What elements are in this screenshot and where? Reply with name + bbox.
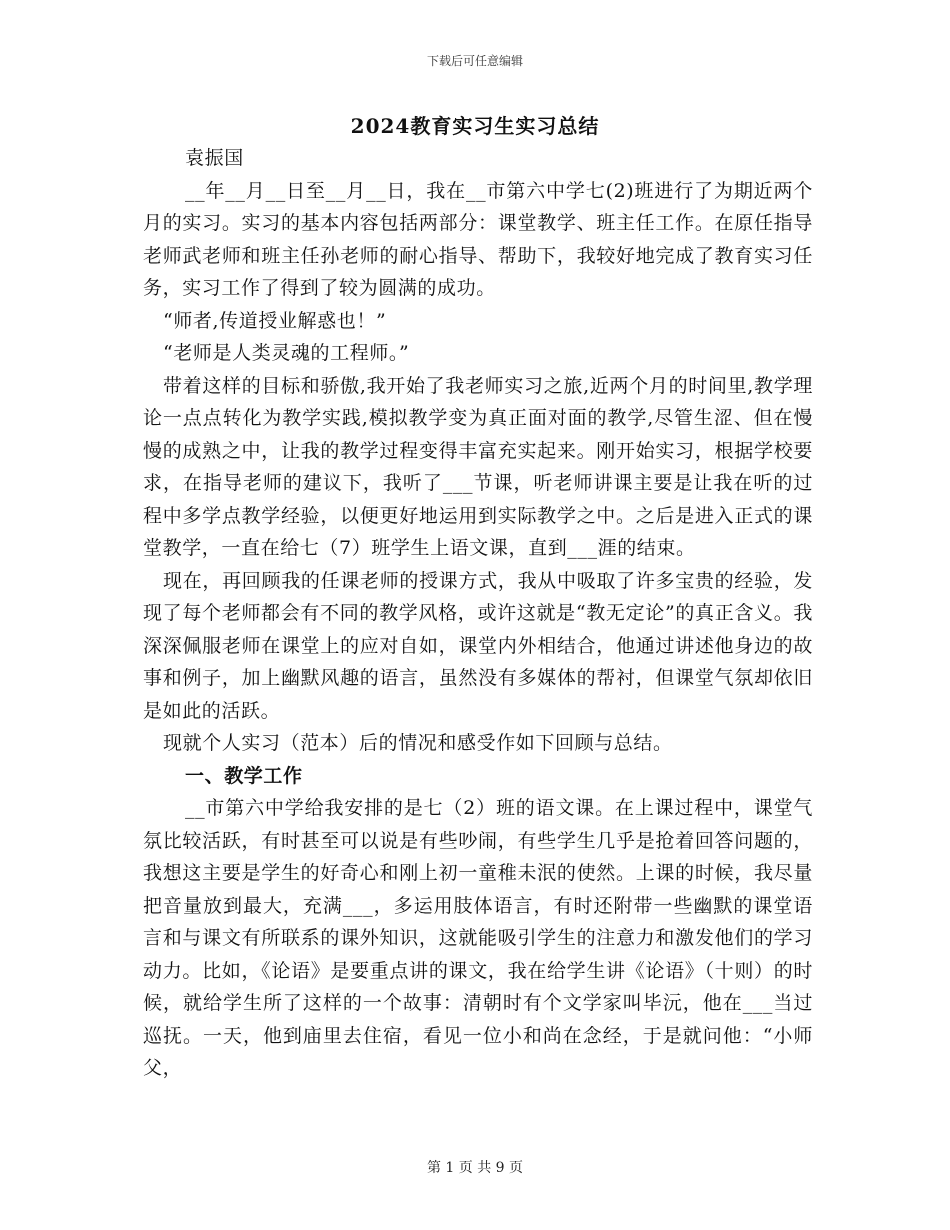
paragraph-review: 现在，再回顾我的任课老师的授课方式，我从中吸取了许多宝贵的经验，发现了每个老师都会有不同的教学风格，或许这就是“教无定论”的真正含义。我深深佩服老师在课堂上的应对自如，课堂内外相结合，他通过讲述他身边的故事和例子，加上幽默风趣的语言，虽然没有多媒体的帮衬，但课堂气氛却依旧是如此的活跃。	[143, 569, 813, 722]
page-footer: 第 1 页 共 9 页	[426, 1160, 524, 1176]
paragraph-journey: 带着这样的目标和骄傲,我开始了我老师实习之旅,近两个月的时间里,教学理论一点点转化为教学实践,模拟教学变为真正面对面的教学,尽管生涩、但在慢慢的成熟之中，让我的教学过程变得丰富充实起来。刚开始实习，根据学校要求，在指导老师的建议下，我听了___节课，听老师讲课主要是让我在听的过程中多学点教学经验，以便更好地运用到实际教学之中。之后是进入正式的课堂教学，一直在给七（7）班学生上语文课，直到___涯的结束。	[143, 374, 813, 559]
paragraph-intro: __年__月__日至__月__日，我在__市第六中学七(2)班进行了为期近两个月的实习。实习的基本内容包括两部分：课堂教学、班主任工作。在原任指导老师武老师和班主任孙老师的耐心指导、帮助下，我较好地完成了教育实习任务，实习工作了得到了较为圆满的成功。	[143, 179, 813, 299]
document-body	[143, 142, 813, 1085]
document-title: 2024教育实习生实习总结	[350, 114, 600, 138]
paragraph-teaching: __市第六中学给我安排的是七（2）班的语文课。在上课过程中，课堂气氛比较活跃，有时甚至可以说是有些吵闹，有些学生几乎是抢着回答问题的，我想这主要是学生的好奇心和刚上初一童稚未泯的使然。上课的时候，我尽量把音量放到最大，充满___，多运用肢体语言，有时还附带一些幽默的课堂语言和与课文有所联系的课外知识，这就能吸引学生的注意力和激发他们的学习动力。比如，《论语》是要重点讲的课文，我在给学生讲《论语》（十则）的时候，就给学生所了这样的一个故事：清朝时有个文学家叫毕沅，他在___当过巡抚。一天，他到庙里去住宿，看见一位小和尚在念经，于是就问他：“小师父，	[143, 797, 813, 1079]
quote-1: “师者,传道授业解惑也！”	[163, 309, 387, 332]
page-header-note: 下载后可任意编辑	[426, 54, 523, 68]
quote-2: “老师是人类灵魂的工程师。”	[163, 342, 410, 364]
section-heading-teaching: 一、教学工作	[185, 764, 303, 787]
author-name: 袁振国	[185, 147, 244, 169]
paragraph-summary-intro: 现就个人实习（范本）后的情况和感受作如下回顾与总结。	[163, 732, 673, 754]
